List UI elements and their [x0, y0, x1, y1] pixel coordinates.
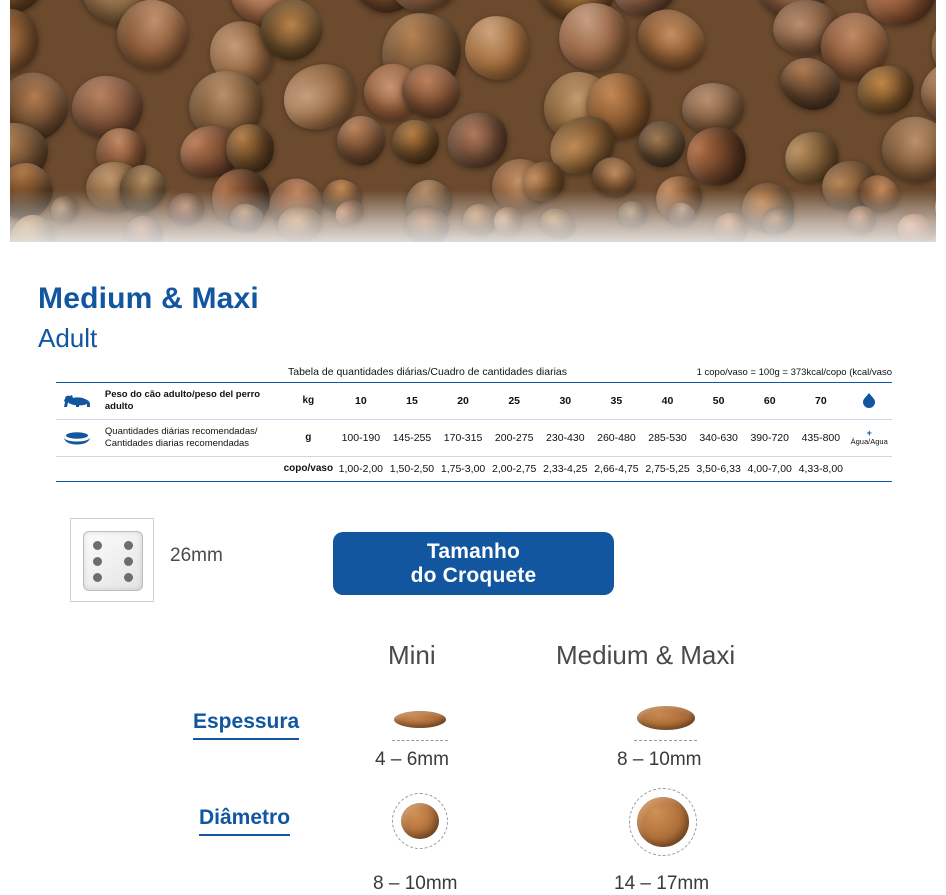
hero-bottom-white — [0, 242, 946, 268]
cups-6: 2,75-5,25 — [645, 462, 690, 475]
diameter-value-medium-maxi: 14 – 17mm — [614, 873, 710, 894]
weight-9: 70 — [795, 383, 846, 419]
weight-0: 10 — [335, 383, 386, 419]
amount-row-label-line2: Cantidades diarias recomendadas — [104, 437, 250, 449]
weight-4: 30 — [540, 383, 591, 419]
amount-row-label — [99, 419, 281, 456]
page-title-block — [38, 283, 259, 354]
grams-7: 340-630 — [693, 419, 744, 456]
cups-2: 1,75-3,00 — [440, 462, 486, 475]
water-icon — [846, 383, 892, 419]
thickness-guide-medium-maxi — [634, 740, 697, 741]
amount-row-label-line1: Quantidades diárias recomendadas/ — [104, 425, 258, 437]
dice-icon — [83, 531, 143, 591]
grams-9: 435-800 — [795, 419, 846, 456]
kibble-side-medium-maxi — [637, 706, 695, 730]
weight-1: 15 — [386, 383, 437, 419]
kibble-top-mini — [401, 803, 439, 839]
kibble-size-banner — [333, 532, 614, 595]
bowl-icon — [56, 419, 99, 456]
unit-g: g — [281, 419, 335, 456]
hero-left-margin — [0, 0, 10, 268]
dice-reference-box — [70, 518, 154, 602]
daily-amounts-table — [56, 366, 892, 482]
cups-7: 3,50-6,33 — [696, 462, 741, 475]
cups-4: 2,33-4,25 — [543, 462, 588, 475]
grams-6: 285-530 — [642, 419, 693, 456]
cups-5: 2,66-4,75 — [594, 462, 639, 475]
water-label-text: Água/Agua — [850, 437, 888, 447]
thickness-guide-mini — [392, 740, 448, 741]
table-row-cups — [56, 456, 892, 481]
empty-label-cell — [99, 456, 281, 481]
dice-size-caption: 26mm — [170, 545, 223, 566]
thickness-value-mini: 4 – 6mm — [375, 749, 449, 770]
row-label-thickness: Espessura — [193, 710, 299, 740]
water-label — [846, 419, 892, 456]
column-header-medium-maxi: Medium & Maxi — [556, 640, 736, 670]
grams-0: 100-190 — [335, 419, 386, 456]
cups-9: 4,33-8,00 — [798, 462, 844, 475]
table-caption: Tabela de quantidades diárias/Cuadro de cantidades diarias — [288, 366, 568, 378]
table-bottom-rule — [56, 481, 892, 482]
kibble-side-mini — [394, 711, 446, 728]
hero-image — [0, 0, 946, 268]
weight-5: 35 — [591, 383, 642, 419]
page-title: Medium & Maxi — [38, 282, 259, 315]
grams-5: 260-480 — [591, 419, 642, 456]
unit-kg: kg — [281, 383, 335, 419]
column-header-mini: Mini — [388, 640, 436, 670]
grams-4: 230-430 — [540, 419, 591, 456]
kibble-piece — [390, 118, 439, 165]
dog-icon — [56, 383, 99, 419]
diameter-value-mini: 8 – 10mm — [373, 873, 458, 894]
unit-cup: copo/vaso — [283, 463, 334, 474]
weight-2: 20 — [438, 383, 489, 419]
water-empty-cell — [846, 456, 892, 481]
table-body — [56, 383, 892, 481]
water-plus: + — [866, 427, 872, 438]
kibble-piece — [461, 12, 533, 84]
cups-0: 1,00-2,00 — [338, 462, 384, 475]
kibble-top-medium-maxi — [637, 797, 689, 847]
grams-2: 170-315 — [438, 419, 489, 456]
weight-3: 25 — [489, 383, 540, 419]
hero-right-margin — [936, 0, 946, 268]
cups-3: 2,00-2,75 — [491, 462, 537, 475]
weight-7: 50 — [693, 383, 744, 419]
weight-row-label: Peso do cão adulto/peso del perro adulto — [99, 383, 281, 419]
cups-8: 4,00-7,00 — [747, 462, 792, 475]
row-label-diameter: Diâmetro — [199, 806, 290, 836]
table-row-grams — [56, 419, 892, 456]
cups-1: 1,50-2,50 — [389, 462, 435, 475]
grams-8: 390-720 — [744, 419, 795, 456]
grams-1: 145-255 — [386, 419, 437, 456]
kibble-size-banner-line1: Tamanho — [426, 539, 521, 563]
table-caption-row — [56, 366, 892, 382]
page-subtitle: Adult — [38, 322, 98, 353]
table-note: 1 copo/vaso = 100g = 373kcal/copo (kcal/vaso — [696, 367, 892, 378]
table-row-weights — [56, 383, 892, 419]
thickness-value-medium-maxi: 8 – 10mm — [617, 749, 702, 770]
empty-icon-cell — [56, 456, 99, 481]
weight-6: 40 — [642, 383, 693, 419]
weight-8: 60 — [744, 383, 795, 419]
grams-3: 200-275 — [489, 419, 540, 456]
kibble-size-banner-line2: do Croquete — [410, 563, 537, 587]
